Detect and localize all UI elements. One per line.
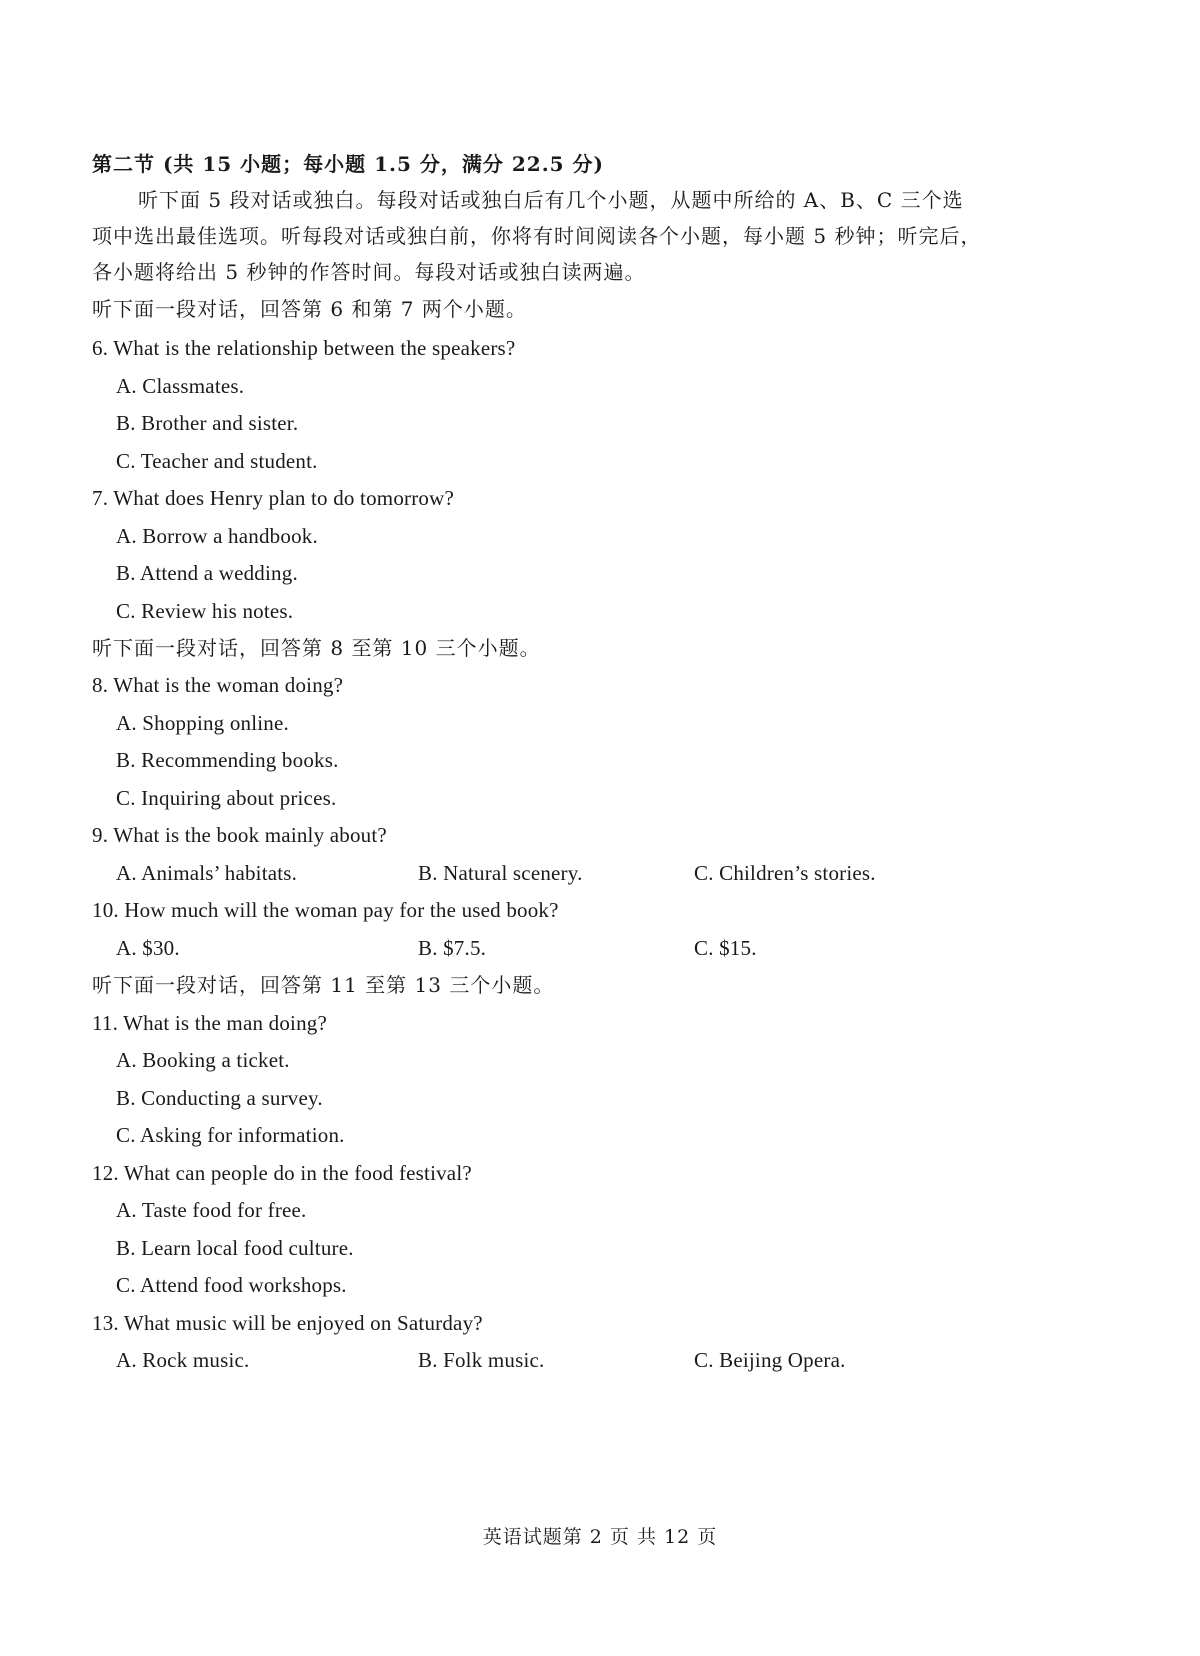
question-11-option-c: C. Asking for information. — [116, 1123, 345, 1147]
question-8-option-c: C. Inquiring about prices. — [116, 786, 337, 810]
question-9-option-a: A. Animals’ habitats. — [116, 861, 298, 885]
question-7-option-c: C. Review his notes. — [116, 599, 294, 623]
question-6-option-b: B. Brother and sister. — [116, 411, 299, 435]
question-8-option-a: A. Shopping online. — [116, 711, 289, 735]
instructions-line-3: 各小题将给出 5 秒钟的作答时间。每段对话或独白读两遍。 — [92, 260, 646, 284]
question-6-option-c: C. Teacher and student. — [116, 449, 318, 473]
question-12-option-c: C. Attend food workshops. — [116, 1273, 347, 1297]
question-12-stem: 12. What can people do in the food festival? — [92, 1161, 472, 1185]
question-13-option-b: B. Folk music. — [418, 1348, 545, 1372]
question-9-stem: 9. What is the book mainly about? — [92, 823, 387, 847]
instructions-line-2: 项中选出最佳选项。听每段对话或独白前，你将有时间阅读各个小题，每小题 5 秒钟；听完后， — [92, 224, 982, 248]
question-8-option-b: B. Recommending books. — [116, 748, 339, 772]
question-12-option-a: A. Taste food for free. — [116, 1198, 307, 1222]
question-10-option-c: C. $15. — [694, 936, 757, 960]
dialogue-prompt-2: 听下面一段对话，回答第 8 至第 10 三个小题。 — [92, 636, 541, 660]
question-13-stem: 13. What music will be enjoyed on Saturday? — [92, 1311, 483, 1335]
question-7-stem: 7. What does Henry plan to do tomorrow? — [92, 486, 455, 510]
question-7-option-a: A. Borrow a handbook. — [116, 524, 318, 548]
question-9-option-c: C. Children’s stories. — [694, 861, 876, 885]
question-12-option-b: B. Learn local food culture. — [116, 1236, 354, 1260]
question-6-stem: 6. What is the relationship between the speakers? — [92, 336, 516, 360]
page-footer: 英语试题第 2 页 共 12 页 — [482, 1526, 718, 1548]
question-11-option-b: B. Conducting a survey. — [116, 1086, 323, 1110]
question-10-option-a: A. $30. — [116, 936, 180, 960]
question-9-option-b: B. Natural scenery. — [418, 861, 583, 885]
section-heading: 第二节 (共 15 小题；每小题 1.5 分，满分 22.5 分) — [92, 152, 605, 176]
instructions-line-1: 听下面 5 段对话或独白。每段对话或独白后有几个小题，从题中所给的 A、B、C 三个选 — [138, 188, 964, 212]
question-11-option-a: A. Booking a ticket. — [116, 1048, 290, 1072]
question-8-stem: 8. What is the woman doing? — [92, 673, 344, 697]
question-13-option-a: A. Rock music. — [116, 1348, 250, 1372]
question-13-option-c: C. Beijing Opera. — [694, 1348, 846, 1372]
question-10-option-b: B. $7.5. — [418, 936, 487, 960]
question-6-option-a: A. Classmates. — [116, 374, 245, 398]
question-7-option-b: B. Attend a wedding. — [116, 561, 298, 585]
question-10-stem: 10. How much will the woman pay for the used book? — [92, 898, 559, 922]
dialogue-prompt-1: 听下面一段对话，回答第 6 和第 7 两个小题。 — [92, 297, 527, 321]
dialogue-prompt-3: 听下面一段对话，回答第 11 至第 13 三个小题。 — [92, 973, 555, 997]
question-11-stem: 11. What is the man doing? — [92, 1011, 327, 1035]
